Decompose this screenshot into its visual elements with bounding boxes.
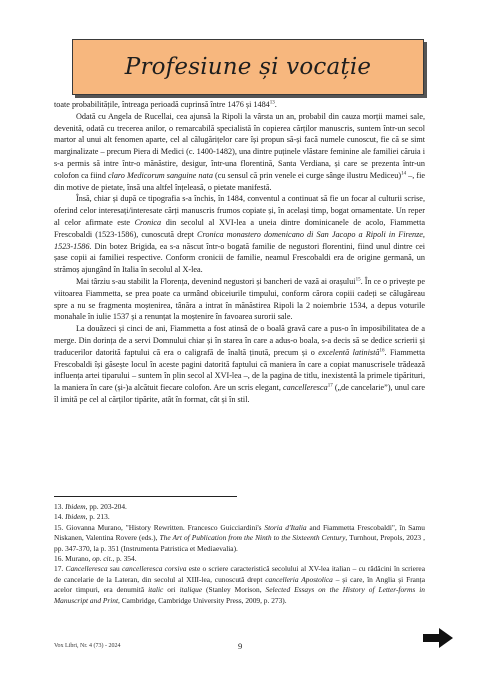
footnote [54, 523, 425, 554]
footnote-divider [54, 496, 237, 497]
paragraph [54, 276, 425, 323]
text: este o scriere caracteristică secolului al XV-lea italian – cu rădăcini în scrierea de cancelarie de la Lateran, din secolul al XIII-lea, cunoscută drept [54, 564, 425, 584]
footnote [54, 554, 425, 564]
italic-text: Cronica [134, 217, 162, 227]
paragraph [54, 323, 425, 406]
page-number: 9 [238, 641, 243, 651]
text: and Fiammetta Frescobaldi", în Samu Niskanen, Valentina Rovere (eds.), [54, 522, 425, 543]
italic-text: claro Medicorum sanguine nata [107, 170, 213, 180]
text: toate probabilitățile, întreaga perioadă cuprinsă între 1476 și 1484 [54, 100, 270, 109]
footnote-ref[interactable]: 16 [379, 348, 385, 353]
header-banner [72, 39, 424, 95]
text: , p. 213. [85, 512, 110, 522]
paragraph [54, 99, 425, 111]
text: 15. Giovanna Murano, "History Rewritten. Francesco Guicciardini's [54, 522, 265, 532]
text: sau [107, 564, 123, 574]
text: . Fiammetta Frescobaldi își găsește locul în aceste pagini datorită faptului că maniera în care a copiat manuscrisele trădează influența artei tiparului – suntem în plin secol al XVI-lea –, de la pagina de titlu, inexistentă la primele tipărituri, la maniera în care (și-)a alcătuit fiecare colofon. Are un scris elegant, [54, 347, 425, 393]
italic-text: cancelleria Apostolica [265, 574, 333, 584]
text: , p. 354. [112, 554, 137, 564]
footnote-ref[interactable]: 13 [269, 100, 275, 106]
italic-text: excelentă latinistă [318, 347, 380, 357]
article-body [54, 99, 425, 406]
text: –, fie din motive de pietate, însă una altfel înțeleasă, o pietate manifestă. [54, 170, 426, 192]
footnote [54, 502, 425, 512]
italic-text: Cancelleresca [65, 564, 108, 574]
footnote-ref[interactable]: 15 [355, 277, 361, 283]
italic-text: Cronica monastero domenicano di San Jacopo a Ripoli in Firenze, 1523-1586. [54, 229, 425, 251]
italic-text: op. cit. [92, 554, 113, 564]
text: Din botez Brigida, ea s-a născut într-o bogată familie de negustori florentini, fiind unul dintre cei șase copii ai familiei respective. Conform cronicii de familie, neamul Frescobaldi era de origine germană, un strămoș ajungând în Italia în secolul al X-lea. [54, 241, 425, 275]
italic-text: Ibidem [65, 512, 86, 522]
italic-text: Ibidem [65, 502, 86, 511]
text: Însă, chiar și după ce tipografia s-a închis, în 1484, conventul a continuat să fie un focar al culturii scrise, oferind celor interesați/interesate cărți manuscris frumos copiate și, în același timp, bogat ornamentate. Un reper al celor afirmate este [54, 194, 425, 227]
text: 16. Murano, [54, 554, 93, 564]
text: (Stanley Morison, [202, 585, 266, 595]
footnote-ref[interactable]: 14 [401, 171, 407, 177]
text: La douăzeci și cinci de ani, Fiammetta a fost atinsă de o boală gravă care a pus-o în imposibilitatea de a merge. Din dorința de a servi Domnului chiar și în starea în care a adus-o boala, s-a decis să se dedice scrierii și traducerilor datorită faptului că era o caligrafă de înaltă ținută, precum și o [54, 324, 425, 357]
journal-issue: Vox Libri, Nr. 4 (73) - 2024 [54, 643, 121, 649]
text: din secolul al XVI-lea a uneia dintre dominicanele de acolo, Fiammetta Frescobaldi (1523-1586), cunoscută drept [54, 217, 425, 239]
footnote-ref[interactable]: 17 [327, 383, 333, 389]
text: – și care, în Anglia și Franța acelor timpuri, era denumită [54, 574, 425, 595]
text: („de cancelarie”), unul care îl imită pe cel al cărților tipărite, atât în format, cât și în stil. [54, 383, 425, 404]
text: . [274, 100, 277, 109]
text: . În ce o privește pe viitoarea Fiammetta, se prea poate ca urmând obiceiurile timpului, conform cărora copiii cadeți se călugăreau spre a nu se fragmenta moștenirea, tânăra a intrat în mănăstirea Ripoli la 2 noiembrie 1534, a depus voturile monahale în iulie 1537 și a renunțat la moștenire în favoarea surorii sale. [54, 276, 426, 322]
text: , Turnhout, Prepols, 2023 , pp. 347-370, la p. 351 (Instrumenta Patristica et Mediaevalia). [54, 533, 425, 553]
italic-text: italic [148, 585, 164, 595]
italic-text: Storia d'Italia [264, 522, 307, 532]
section-title: Profesiune și vocație [124, 54, 372, 80]
italic-text: The Art of Publication from the Ninth to the Sixteenth Century [159, 533, 346, 543]
text: , pp. 203-204. [85, 502, 127, 511]
text: Mai târziu s-au stabilit la Florența, devenind negustori și bancheri de vază ai orașului [76, 276, 356, 286]
text: Odată cu Angela de Rucellai, cea ajunsă la Ripoli la vârsta un an, probabil din cauza morții mamei sale, devenită, odată cu trecerea anilor, o remarcabilă specialistă în copierea cărților manuscris, suntem într-un secol martor al unui alt fenomen aparte, cel al călugărițelor care își propun să-și facă numele cunoscut, fie că se simt marginalizate – precum Piera di Medici (c. 1400-1482), una dintre puținele vlăstare feminine ale familiei căruia i s-a permis să intre într-o mănăstire, desigur, într-una florentină, Santa Verdiana, și care se prezenta într-un colofon ca fiind [54, 111, 425, 180]
text: 17. [54, 564, 66, 574]
footnote-number: 14. [54, 512, 64, 522]
right-arrow-icon[interactable] [422, 628, 454, 648]
footnotes [54, 502, 425, 606]
paragraph [54, 193, 425, 276]
footnote [54, 512, 425, 522]
italic-text: italique [179, 585, 203, 595]
text: ori [163, 585, 180, 595]
footnote-number: 13. [54, 502, 64, 511]
text: Cambridge, Cambridge University Press, 2009, p. 273). [119, 595, 287, 605]
italic-text: cancelleresca corsiva [122, 564, 187, 574]
footnote [54, 564, 425, 606]
italic-text: cancelleresca [283, 383, 328, 393]
italic-text: Selected Essays on the History of Letter-forms in Manuscript and Print, [54, 585, 425, 605]
text: (cu sensul că prin venele ei curge sânge ilustru Mediceu) [212, 170, 402, 180]
paragraph [54, 111, 425, 194]
